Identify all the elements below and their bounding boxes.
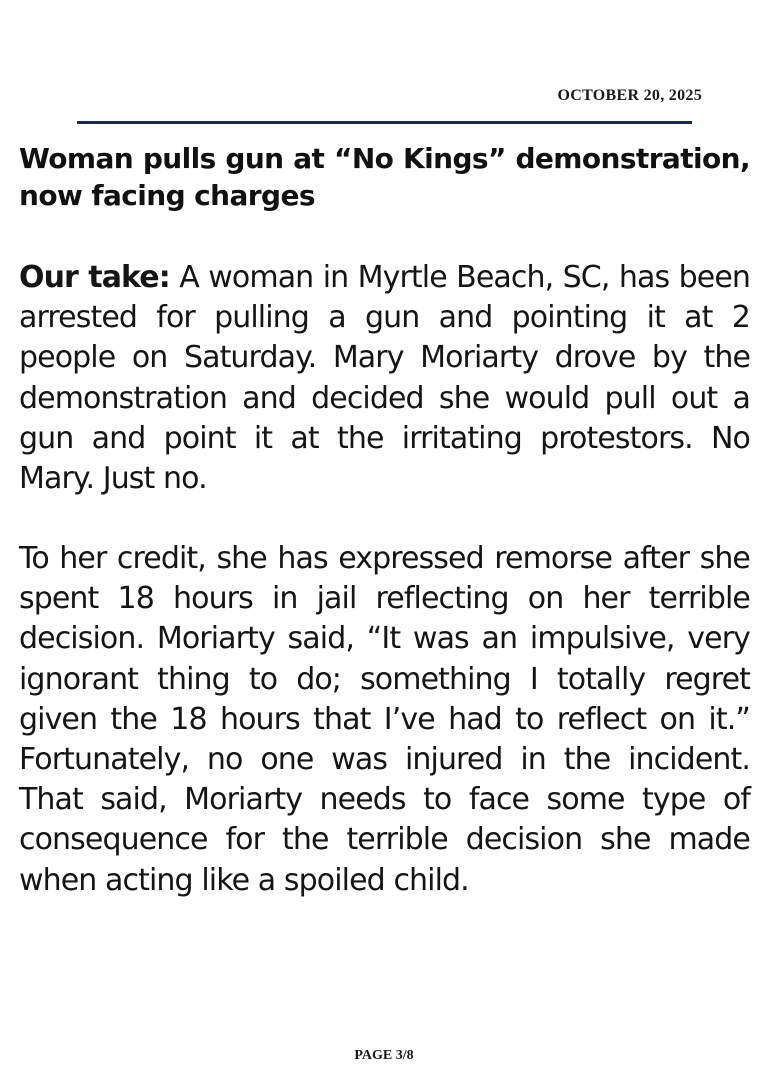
article-paragraph-2: To her credit, she has expressed remorse after she spent 18 hours in jail reflecting on her terrible decision. Moriarty said, “It was an impulsive, very ignorant thing to do; something I totally regret given the 18 hours that I’ve had to reflect on it.” Fortunately, no one was injured in the incident. That said, Moriarty needs to face some type of consequence for the terrible decision she made when acting like a spoiled child. [19,541,750,898]
header-divider [77,121,692,124]
paragraph-1-text: A woman in Myrtle Beach, SC, has been arrested for pulling a gun and pointing it at 2 people on Saturday. Mary Moriarty drove by the demonstration and decided she would pull out a gun and point it at the irritating protestors. No Mary. Just no. [19,260,750,497]
publication-date: OCTOBER 20, 2025 [557,87,702,104]
page-number: PAGE 3/8 [354,1048,414,1063]
lead-label: Our take: [19,260,170,295]
article-headline: Woman pulls gun at “No Kings” demonstration, now facing charges [19,142,750,212]
article-paragraph-1 [19,258,750,499]
